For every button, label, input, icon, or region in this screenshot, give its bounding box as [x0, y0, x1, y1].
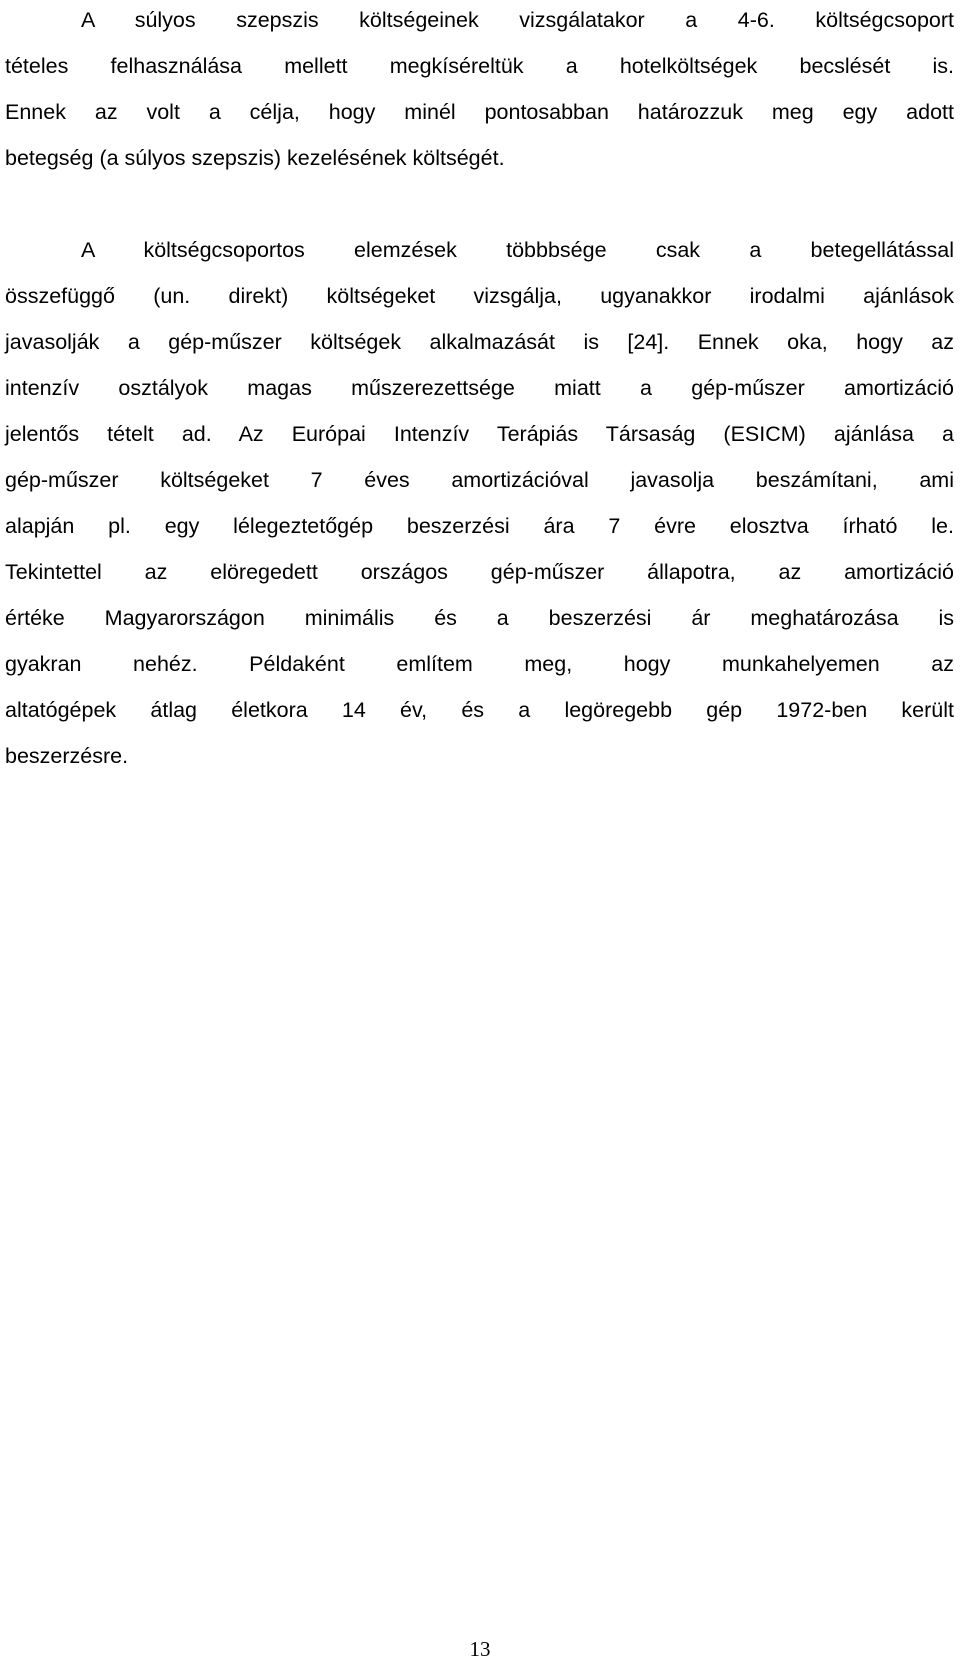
text-line: gyakran nehéz. Példaként említem meg, hogy munkahelyemen az: [5, 652, 954, 676]
text-line: altatógépek átlag életkora 14 év, és a legöregebb gép 1972-ben került: [5, 698, 954, 722]
text-line: Tekintettel az elöregedett országos gép-műszer állapotra, az amortizáció: [5, 560, 954, 584]
text-line: tételes felhasználása mellett megkíséreltük a hotelköltségek becslését is.: [5, 54, 954, 78]
paragraph-equipment-costs: [5, 227, 954, 779]
text-line: javasolják a gép-műszer költségek alkalmazását is [24]. Ennek oka, hogy az: [5, 330, 954, 354]
text-line: összefüggő (un. direkt) költségeket vizsgálja, ugyanakkor irodalmi ajánlások: [5, 284, 954, 308]
paragraph-hotel-costs: [5, 0, 954, 181]
text-line: intenzív osztályok magas műszerezettsége miatt a gép-műszer amortizáció: [5, 376, 954, 400]
text-line: beszerzésre.: [5, 744, 129, 768]
text-line: Ennek az volt a célja, hogy minél pontosabban határozzuk meg egy adott: [5, 100, 954, 124]
text-line: A súlyos szepszis költségeinek vizsgálatakor a 4-6. költségcsoport: [81, 8, 954, 32]
page-number: 13: [469, 1637, 491, 1661]
text-line: alapján pl. egy lélegeztetőgép beszerzési ára 7 évre elosztva írható le.: [5, 514, 954, 538]
text-line: értéke Magyarországon minimális és a beszerzési ár meghatározása is: [5, 606, 954, 630]
text-line: jelentős tételt ad. Az Európai Intenzív Terápiás Társaság (ESICM) ajánlása a: [5, 422, 954, 446]
text-line: betegség (a súlyos szepszis) kezelésének költségét.: [5, 146, 505, 170]
text-line: gép-műszer költségeket 7 éves amortizációval javasolja beszámítani, ami: [5, 468, 954, 492]
text-line: A költségcsoportos elemzések többbsége csak a betegellátással: [81, 238, 954, 262]
